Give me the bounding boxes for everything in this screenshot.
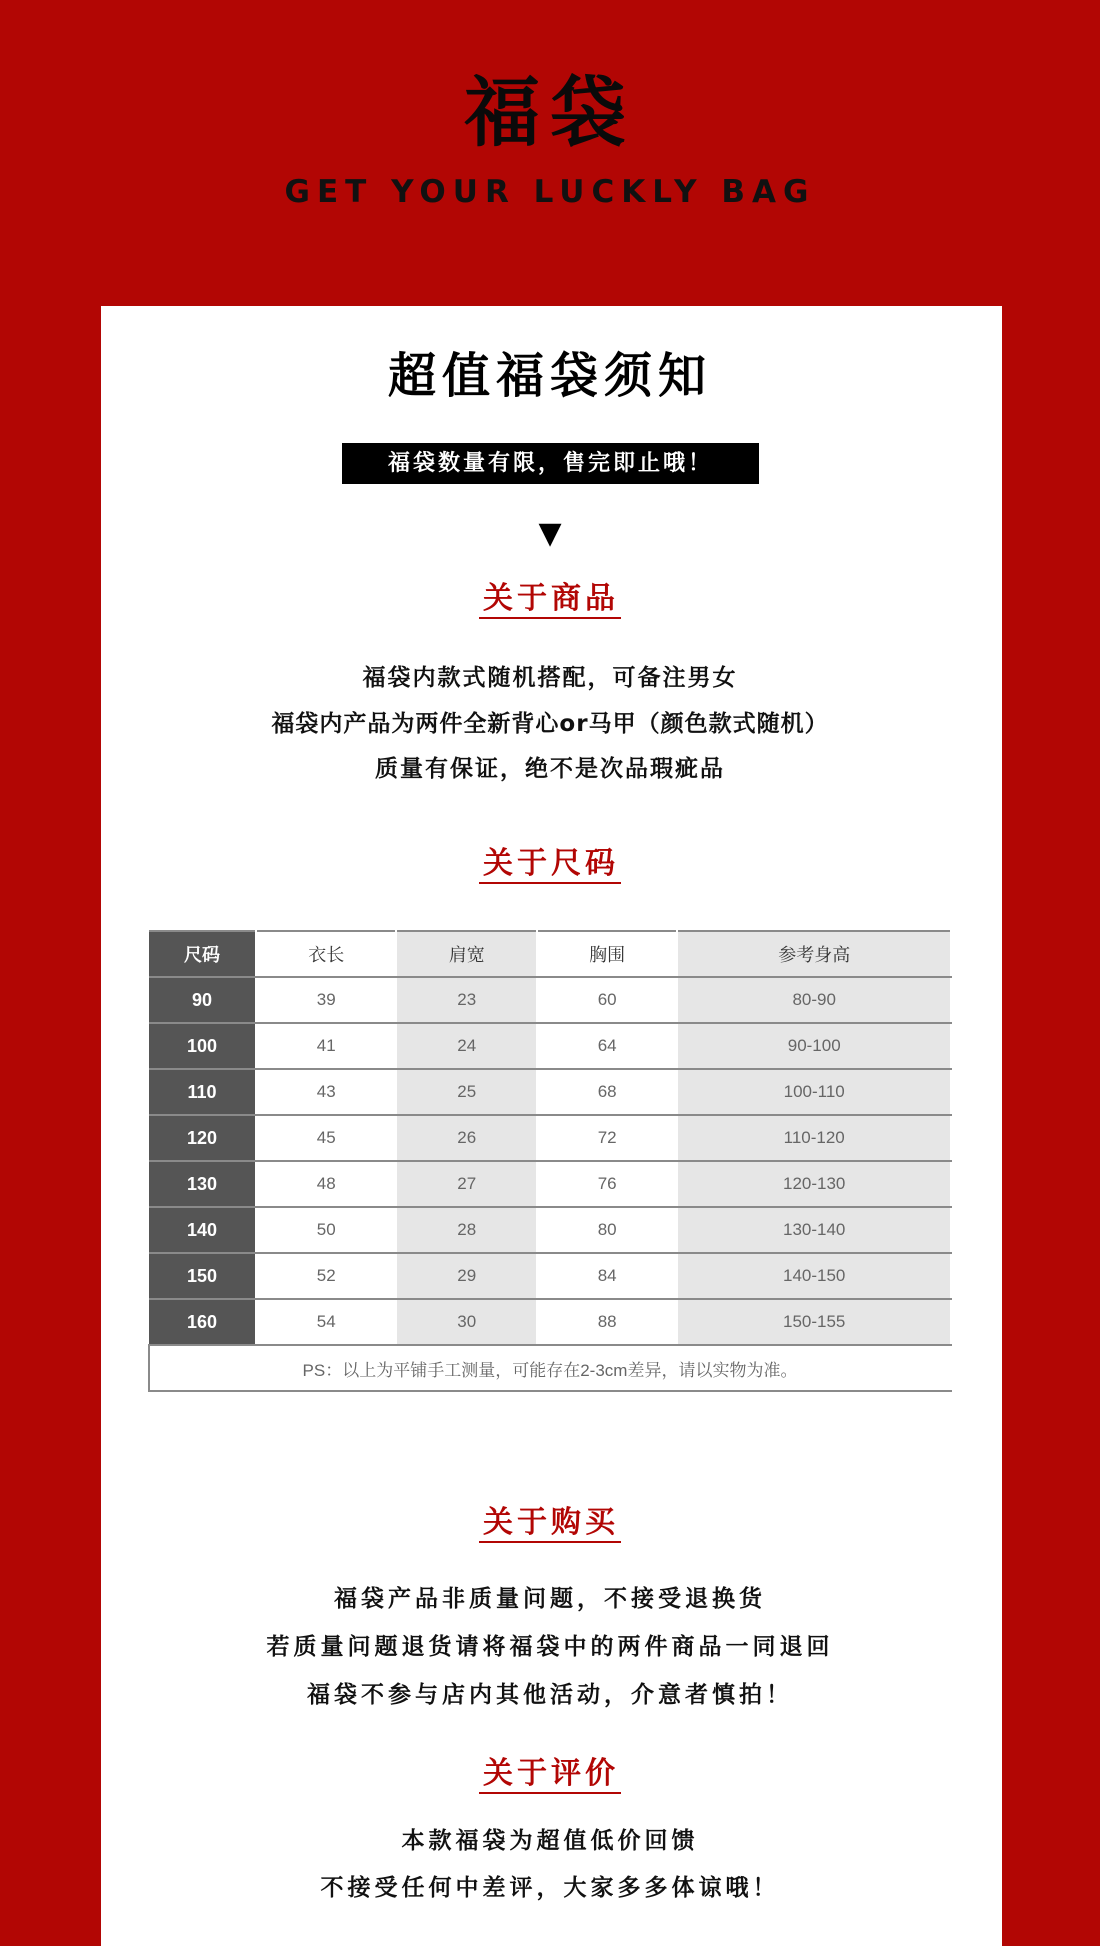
product-line: 福袋内产品为两件全新背心or马甲（颜色款式随机） bbox=[271, 711, 829, 737]
cell-size: 150 bbox=[149, 1253, 256, 1299]
cell-chest: 88 bbox=[537, 1299, 677, 1345]
cell-size: 140 bbox=[149, 1207, 256, 1253]
cell-height: 100-110 bbox=[677, 1069, 951, 1115]
cell-shoulder: 25 bbox=[396, 1069, 536, 1115]
product-line: 质量有保证，绝不是次品瑕疵品 bbox=[375, 756, 725, 782]
hero-title: 福袋 bbox=[464, 68, 636, 157]
cell-shoulder: 23 bbox=[396, 977, 536, 1023]
cell-height: 130-140 bbox=[677, 1207, 951, 1253]
section-heading-review: 关于评价 bbox=[0, 1754, 1100, 1794]
header-chest: 胸围 bbox=[537, 931, 677, 977]
cell-size: 110 bbox=[149, 1069, 256, 1115]
table-row bbox=[149, 977, 951, 1023]
cell-chest: 80 bbox=[537, 1207, 677, 1253]
cell-chest: 72 bbox=[537, 1115, 677, 1161]
cell-length: 48 bbox=[256, 1161, 396, 1207]
size-table bbox=[148, 930, 952, 1392]
cell-shoulder: 26 bbox=[396, 1115, 536, 1161]
table-row bbox=[149, 1069, 951, 1115]
header-length: 衣长 bbox=[256, 931, 396, 977]
cell-length: 43 bbox=[256, 1069, 396, 1115]
table-row bbox=[149, 1023, 951, 1069]
cell-chest: 68 bbox=[537, 1069, 677, 1115]
cell-chest: 64 bbox=[537, 1023, 677, 1069]
cell-length: 54 bbox=[256, 1299, 396, 1345]
cell-height: 150-155 bbox=[677, 1299, 951, 1345]
section-heading-product: 关于商品 bbox=[0, 579, 1100, 619]
cell-shoulder: 27 bbox=[396, 1161, 536, 1207]
cell-chest: 60 bbox=[537, 977, 677, 1023]
table-row bbox=[149, 1161, 951, 1207]
down-triangle-icon: ▼ bbox=[538, 516, 562, 551]
cell-size: 130 bbox=[149, 1161, 256, 1207]
cell-shoulder: 29 bbox=[396, 1253, 536, 1299]
table-note-row bbox=[149, 1345, 951, 1391]
cell-height: 90-100 bbox=[677, 1023, 951, 1069]
cell-length: 39 bbox=[256, 977, 396, 1023]
section-heading-size: 关于尺码 bbox=[0, 844, 1100, 884]
hero-subtitle: GET YOUR LUCKLY BAG bbox=[284, 174, 816, 210]
review-line: 本款福袋为超值低价回馈 bbox=[401, 1828, 699, 1854]
cell-shoulder: 30 bbox=[396, 1299, 536, 1345]
table-row bbox=[149, 1115, 951, 1161]
cell-size: 160 bbox=[149, 1299, 256, 1345]
cell-height: 140-150 bbox=[677, 1253, 951, 1299]
table-row bbox=[149, 1207, 951, 1253]
cell-shoulder: 28 bbox=[396, 1207, 536, 1253]
cell-chest: 76 bbox=[537, 1161, 677, 1207]
cell-length: 45 bbox=[256, 1115, 396, 1161]
cell-height: 80-90 bbox=[677, 977, 951, 1023]
cell-chest: 84 bbox=[537, 1253, 677, 1299]
table-row bbox=[149, 1253, 951, 1299]
table-row bbox=[149, 1299, 951, 1345]
cell-length: 41 bbox=[256, 1023, 396, 1069]
cell-shoulder: 24 bbox=[396, 1023, 536, 1069]
header-shoulder: 肩宽 bbox=[396, 931, 536, 977]
limited-quantity-banner: 福袋数量有限，售完即止哦！ bbox=[342, 443, 759, 484]
purchase-line: 福袋产品非质量问题，不接受退换货 bbox=[334, 1586, 766, 1612]
measurement-note: PS：以上为平铺手工测量，可能存在2-3cm差异，请以实物为准。 bbox=[149, 1345, 951, 1391]
cell-size: 90 bbox=[149, 977, 256, 1023]
cell-height: 120-130 bbox=[677, 1161, 951, 1207]
cell-length: 50 bbox=[256, 1207, 396, 1253]
cell-length: 52 bbox=[256, 1253, 396, 1299]
product-line: 福袋内款式随机搭配，可备注男女 bbox=[362, 665, 738, 691]
purchase-line: 若质量问题退货请将福袋中的两件商品一同退回 bbox=[266, 1634, 834, 1660]
review-line: 不接受任何中差评，大家多多体谅哦！ bbox=[320, 1875, 780, 1901]
header-size: 尺码 bbox=[149, 931, 256, 977]
notice-title: 超值福袋须知 bbox=[387, 348, 712, 404]
cell-size: 100 bbox=[149, 1023, 256, 1069]
section-heading-purchase: 关于购买 bbox=[0, 1503, 1100, 1543]
header-height: 参考身高 bbox=[677, 931, 951, 977]
table-header-row bbox=[149, 931, 951, 977]
cell-height: 110-120 bbox=[677, 1115, 951, 1161]
cell-size: 120 bbox=[149, 1115, 256, 1161]
purchase-line: 福袋不参与店内其他活动，介意者慎拍！ bbox=[307, 1682, 793, 1708]
